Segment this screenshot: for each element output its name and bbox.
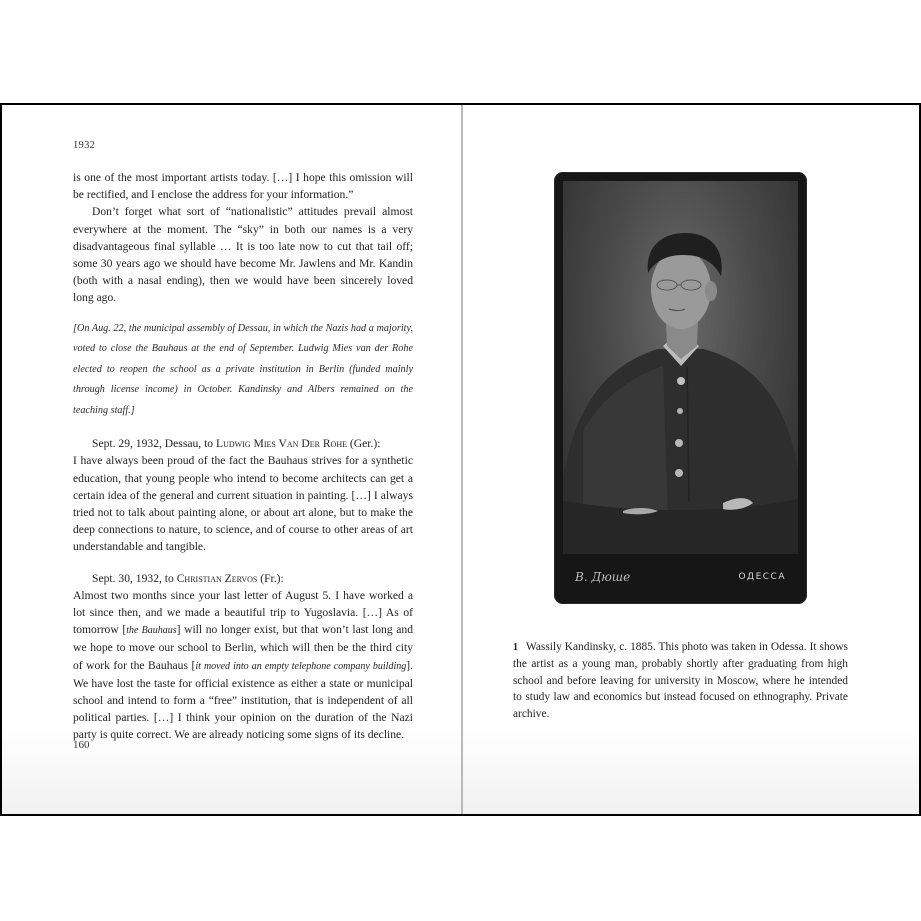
- caption-text: Wassily Kandinsky, c. 1885. This photo was taken in Odessa. It shows the artist as a young man, probably shortly after graduating from high school and before leaving for university in Moscow, where he intended to study law and economics but instead focused on ethnography. Private archive.: [513, 641, 848, 720]
- page-number: 160: [73, 739, 90, 751]
- body-text: [73, 169, 413, 744]
- left-page: [2, 105, 461, 814]
- figure-caption: [513, 639, 848, 722]
- letter-date: Sept. 29, 1932, Dessau, to: [92, 437, 216, 451]
- letter-heading-mies: [73, 435, 413, 452]
- letter-recipient: Ludwig Mies Van Der Rohe: [215, 437, 348, 451]
- letter-body-mies: I have always been proud of the fact the Bauhaus strives for a synthetic education, that young people who intend to become architects can get a certain idea of the general and current situation in painting. […] I always tried not to talk about painting alone, or about art alone, but to make the deep connections to nature, to science, and of course to other areas of art understandable and tangible.: [73, 454, 413, 554]
- letter-language: (Fr.):: [257, 571, 284, 585]
- figure-number: 1: [513, 642, 518, 653]
- editorial-insert: it moved into an empty telephone company building: [195, 660, 407, 672]
- letter-text: ]. We have lost the taste for official existence as either a state or municipal school and intend to form a “free” institution, that is independent of all political parties. […] I think your opinion on the duration of the Nazi party is quite correct. We are already noticing some signs of its decline.: [73, 658, 413, 742]
- portrait-photo: [554, 172, 807, 604]
- studio-city: ОДЕССА: [738, 572, 786, 582]
- letter-date: Sept. 30, 1932, to: [92, 571, 177, 585]
- book-spread: [0, 103, 921, 816]
- running-head: 1932: [73, 140, 96, 151]
- photo-image: [563, 181, 798, 554]
- letter-recipient: Christian Zervos: [176, 571, 258, 585]
- editorial-insert: the Bauhaus: [126, 625, 177, 637]
- paragraph-continuation: is one of the most important artists today. […] I hope this omission will be rectified, and I enclose the address for your information.”: [73, 171, 413, 202]
- portrait-figure-icon: [563, 181, 798, 554]
- letter-body-zervos: [73, 587, 413, 744]
- letter-heading-zervos: [73, 570, 413, 587]
- letter-text: Almost two months since your last letter of August 5. I have worked a lot since then, and we made a beautiful trip to Yugoslavia. […] As of tomorrow [: [73, 588, 413, 637]
- letter-text: ] will no longer exist, but that won’t last long and we hope to move our school to Berlin, which will then be the third city of work for the Bauhaus [: [73, 623, 413, 672]
- photo-studio-mark: [563, 559, 798, 595]
- paragraph-nationalistic: Don’t forget what sort of “nationalistic” attitudes prevail almost everywhere at the moment. The “sky” in both our names is a very disadvantageous final syllable … It is too late now to cut that tail off; some 30 years ago we should have become Mr. Jawlens and Mr. Kandin (both with a nasal ending), then we would have been sincerely loved long ago.: [73, 205, 413, 305]
- letter-language: (Ger.):: [347, 437, 381, 451]
- editorial-note: [On Aug. 22, the municipal assembly of Dessau, in which the Nazis had a majority, voted to close the Bauhaus at the end of September. Ludwig Mies van der Rohe elected to reopen the school as a private institution in Berlin (funded mainly through license income) in October. Kandinsky and Albers remained on the teaching staff.]: [73, 322, 413, 416]
- right-page: [463, 105, 919, 814]
- studio-signature: В. Дюше: [575, 570, 631, 584]
